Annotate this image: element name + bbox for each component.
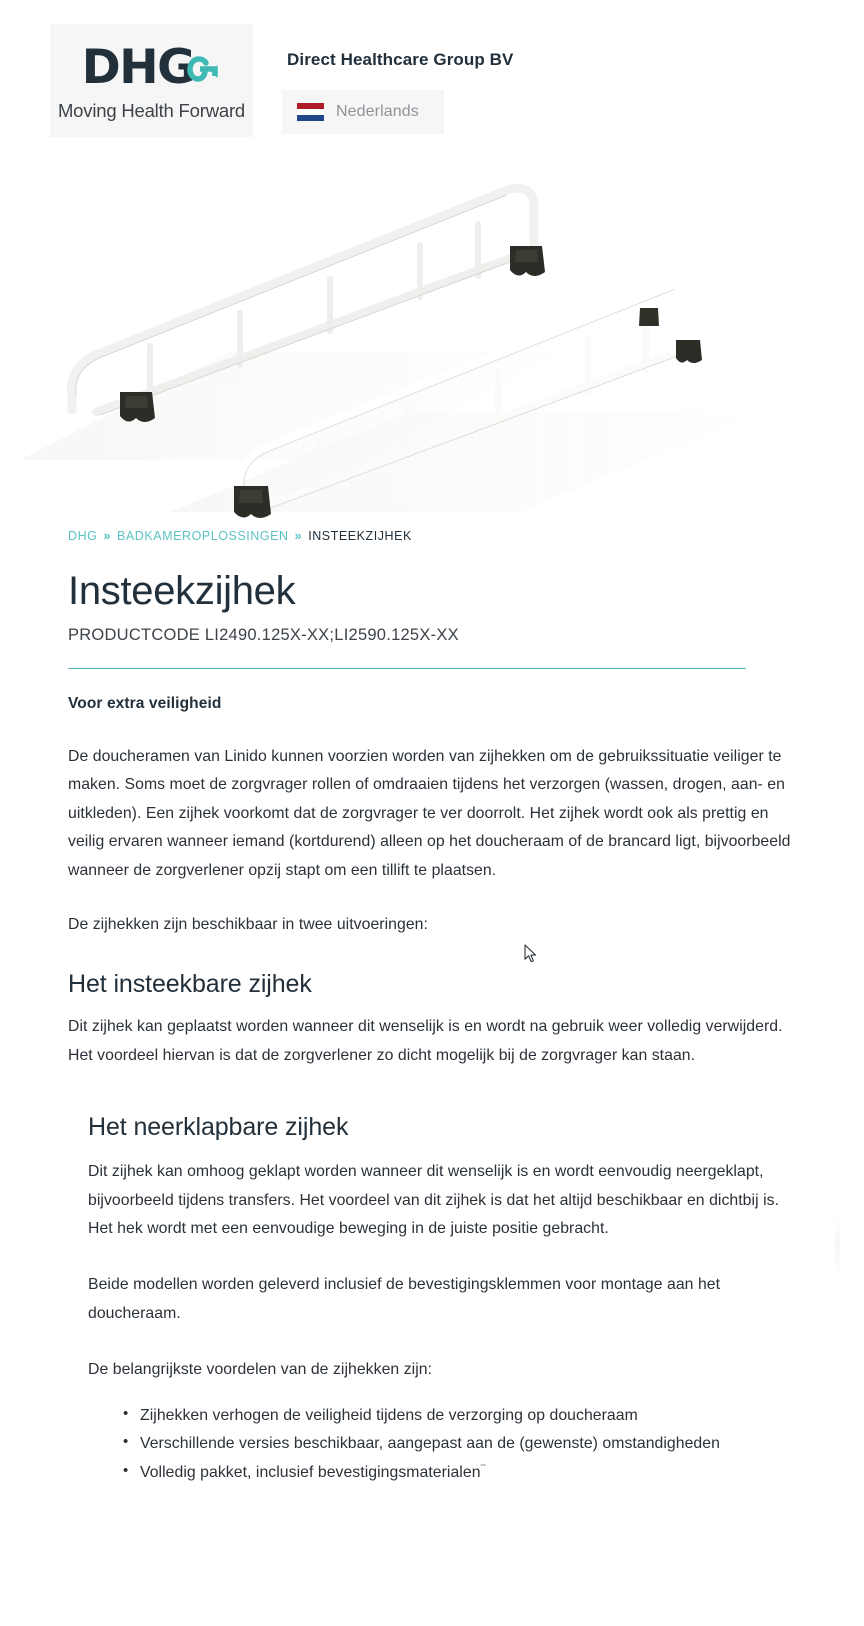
section-title-insteekbaar: Het insteekbare zijhek [68, 970, 312, 999]
dhg-logo[interactable] [50, 24, 253, 137]
breadcrumb-separator: » [103, 529, 111, 543]
site-header [0, 0, 864, 160]
intro-paragraph: De doucheramen van Linido kunnen voorzien worden van zijhekken om de gebruikssituatie veiliger te maken. Soms moet de zorgvrager rollen of omdraaien tijdens het verzorgen (wassen, drogen, aan- en uitkleden). Een zijhek voorkomt dat de zorgvrager te ver doorrolt. Het zijhek wordt ook als prettig en veilig ervaren wanneer iemand (kortdurend) alleen op het doucheraam of de brancard ligt, bijvoorbeeld wanneer de zorgverlener opzij stapt om een tillift te plaatsen. [68, 747, 791, 879]
benefit-text: Volledig pakket, inclusief bevestigingsmaterialen [140, 1463, 481, 1481]
section-title-neerklapbaar: Het neerklapbare zijhek [88, 1113, 349, 1142]
text-artifact: ˘˚ [480, 1463, 486, 1473]
product-code: PRODUCTCODE LI2490.125X-XX;LI2590.125X-XX [68, 626, 459, 645]
benefits-intro: De belangrijkste voordelen van de zijhekken zijn: [88, 1361, 433, 1379]
mounting-note: Beide modellen worden geleverd inclusief de bevestigingsklemmen voor montage aan het doucheraam. [88, 1276, 721, 1322]
breadcrumb-item-badkameroplossingen[interactable]: BADKAMEROPLOSSINGEN [117, 529, 289, 543]
main-content [0, 528, 864, 1485]
lead-heading: Voor extra veiligheid [68, 694, 222, 712]
dhg-logo-tagline: Moving Health Forward [57, 99, 246, 121]
section-body-insteekbaar: Dit zijhek kan geplaatst worden wanneer dit wenselijk is en wordt na gebruik weer volledig verwijderd. Het voordeel hiervan is dat de zorgverlener zo dicht mogelijk bij de zorgvrager kan staan. [68, 1018, 783, 1064]
language-selector-label: Nederlands [336, 103, 419, 120]
dhg-logo-mark [82, 42, 221, 94]
product-hero-image [0, 160, 864, 520]
breadcrumb-item-current: INSTEEKZIJHEK [308, 529, 412, 543]
company-name: Direct Healthcare Group BV [287, 50, 514, 69]
title-divider [68, 668, 746, 669]
list-item [140, 1403, 796, 1429]
benefit-text: Verschillende versies beschikbaar, aangepast aan de (gewenste) omstandigheden [140, 1435, 720, 1453]
flag-netherlands-icon [297, 103, 324, 121]
breadcrumb [68, 528, 796, 544]
breadcrumb-separator: » [294, 529, 303, 543]
variants-intro: De zijhekken zijn beschikbaar in twee uitvoeringen: [68, 915, 428, 933]
section-neerklapbaar [68, 1112, 796, 1485]
section-body-neerklapbaar: Dit zijhek kan omhoog geklapt worden wanneer dit wenselijk is en wordt eenvoudig neergeklapt, bijvoorbeeld tijdens transfers. Het voordeel van dit zijhek is dat het altijd beschikbaar en dichtbij is. Het hek wordt met een eenvoudige beweging in de juiste positie gebracht. [88, 1163, 780, 1238]
scrollbar[interactable] [835, 1215, 840, 1275]
list-item [140, 1431, 796, 1457]
dhg-wordmark: DHG [81, 40, 195, 95]
benefits-list [88, 1403, 796, 1486]
language-selector[interactable] [282, 90, 444, 134]
benefit-text: Zijhekken verhogen de veiligheid tijdens de verzorging op doucheraam [140, 1406, 638, 1424]
page-title: Insteekzijhek [68, 569, 296, 614]
breadcrumb-item-dhg[interactable]: DHG [68, 529, 98, 543]
list-item [140, 1460, 796, 1486]
dhg-arrow-icon [175, 45, 221, 91]
